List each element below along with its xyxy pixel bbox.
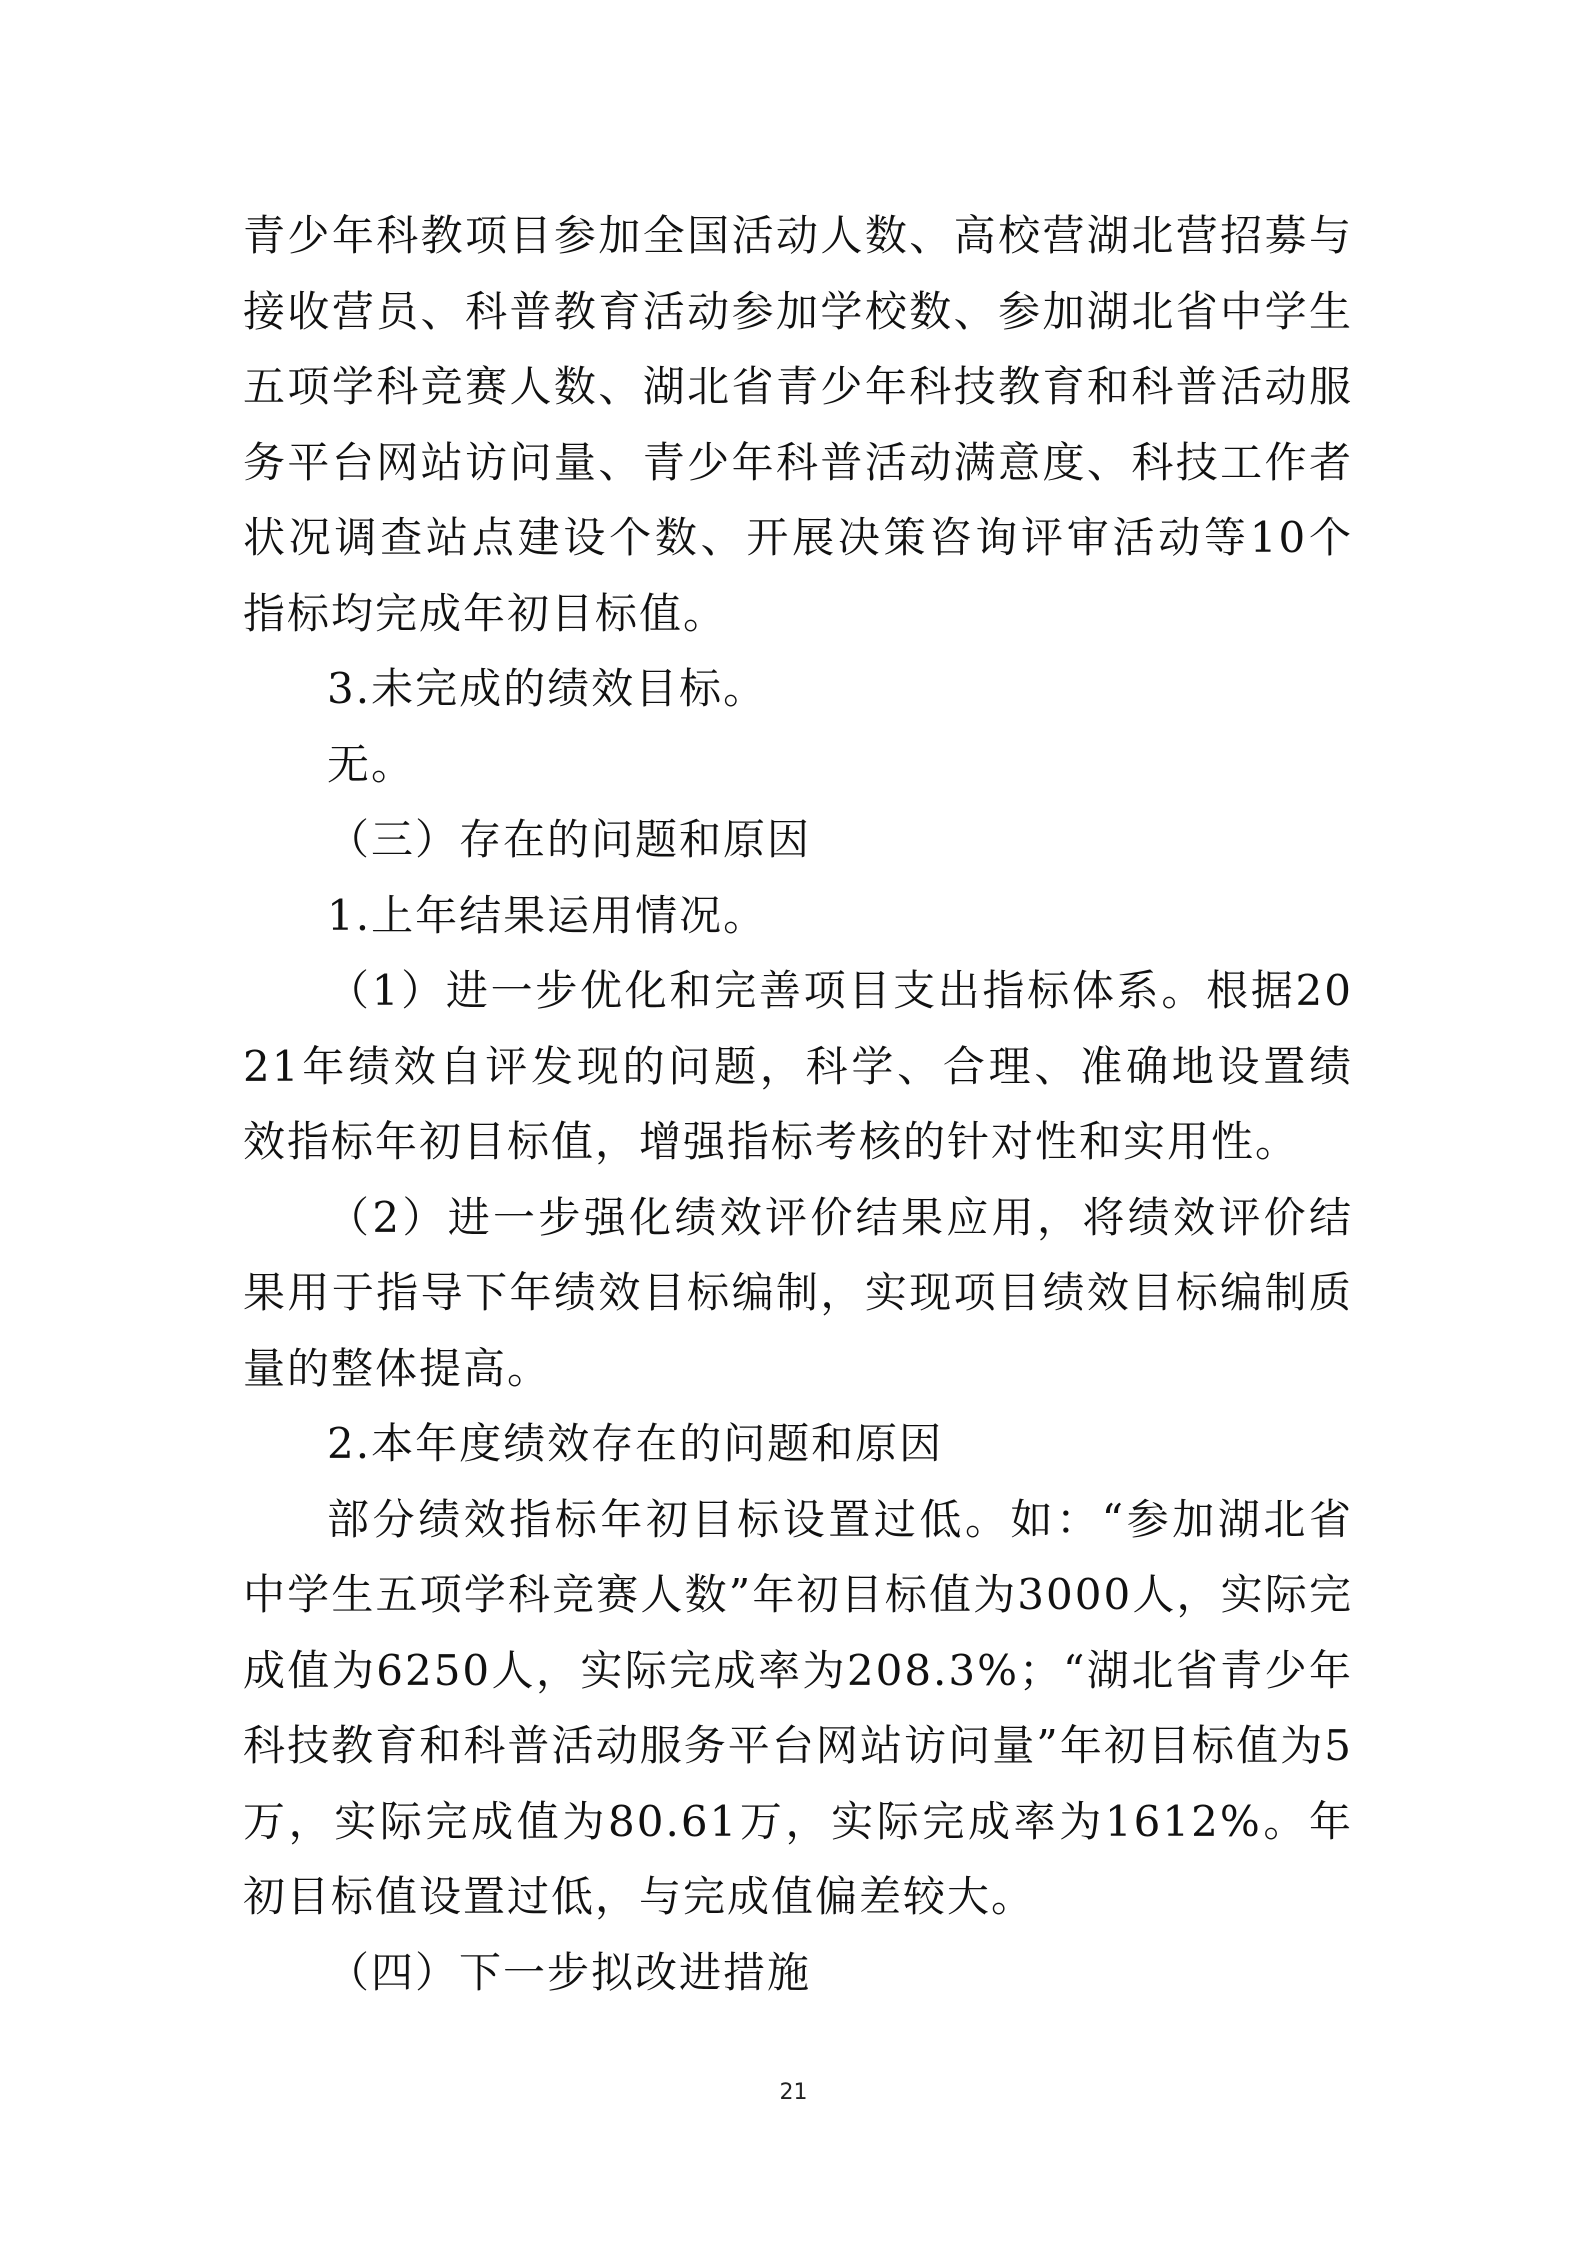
section-heading-next-steps: （四）下一步拟改进措施 [327, 1947, 812, 1997]
body-text [243, 198, 1353, 2010]
heading-last-year-results: 1.上年结果运用情况。 [327, 890, 768, 940]
paragraph-none: 无。 [327, 739, 416, 789]
heading-this-year-problems: 2.本年度绩效存在的问题和原因 [327, 1419, 944, 1468]
paragraph-item-2: （2）进一步强化绩效评价结果应用，将绩效评价结果用于指导下年绩效目标编制，实现项目绩效目标编制质量的整体提高。 [243, 1192, 1353, 1393]
page-number: 21 [779, 2080, 808, 2105]
paragraph-item-1: （1）进一步优化和完善项目支出指标体系。根据2021年绩效自评发现的问题，科学、合理、准确地设置绩效指标年初目标值，增强指标考核的针对性和实用性。 [243, 966, 1353, 1166]
heading-unfinished-goals: 3.未完成的绩效目标。 [327, 664, 768, 713]
section-heading-problems: （三）存在的问题和原因 [327, 815, 812, 864]
paragraph-indicator-list: 青少年科教项目参加全国活动人数、高校营湖北营招募与接收营员、科普教育活动参加学校数、参加湖北省中学生五项学科竞赛人数、湖北省青少年科技教育和科普活动服务平台网站访问量、青少年科普活动满意度、科技工作者状况调查站点建设个数、开展决策咨询评审活动等10个指标均完成年初目标值。 [243, 211, 1353, 638]
paragraph-low-targets: 部分绩效指标年初目标设置过低。如：“参加湖北省中学生五项学科竞赛人数”年初目标值为3000人，实际完成值为6250人，实际完成率为208.3%；“湖北省青少年科技教育和科普活动服务平台网站访问量”年初目标值为5万，实际完成值为80.61万，实际完成率为1612%。年初目标值设置过低，与完成值偏差较大。 [243, 1494, 1353, 1921]
